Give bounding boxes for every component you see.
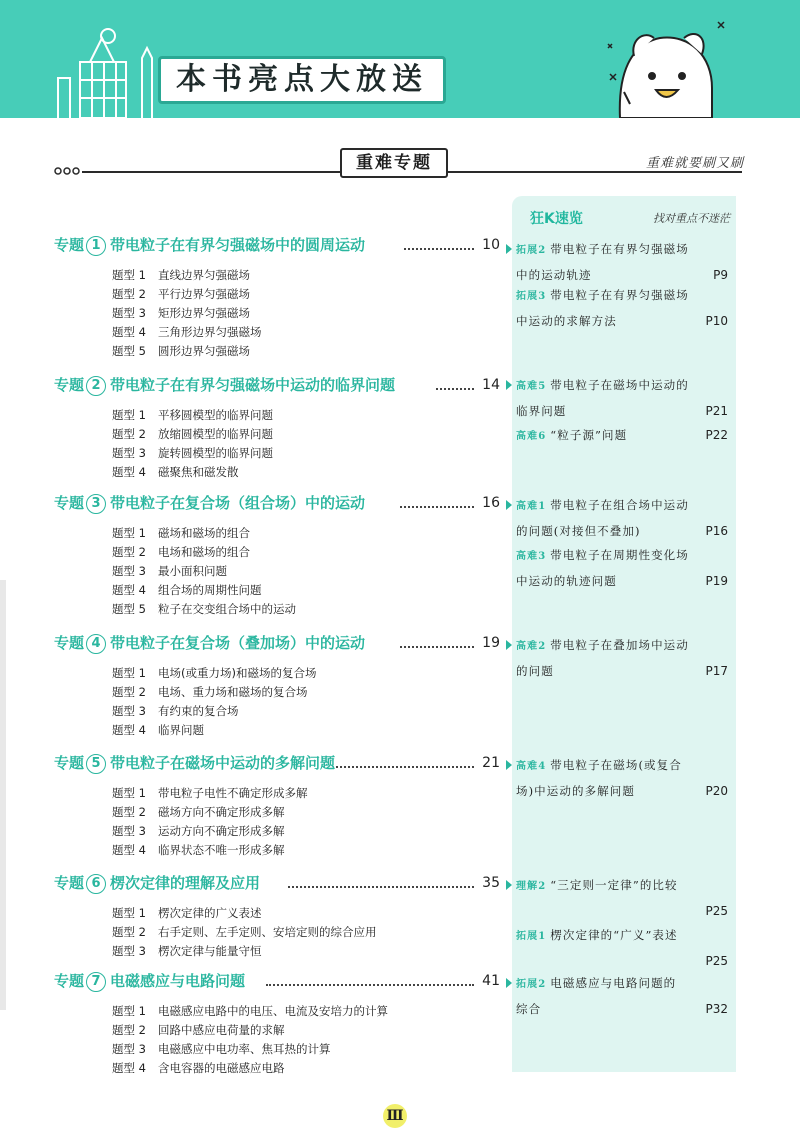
topic-label: 专题: [54, 874, 85, 892]
topic-page-number: 35: [482, 875, 500, 891]
side-entry-line1: 带电粒子在组合场中运动: [550, 498, 689, 512]
topic-number: 6: [86, 874, 106, 894]
question-type-label: 题型 1: [112, 408, 146, 422]
question-type-item[interactable]: [112, 841, 514, 860]
question-type-item[interactable]: [112, 266, 514, 285]
question-type-text: 平移圆模型的临界问题: [158, 408, 273, 422]
topic-heading: [54, 968, 245, 994]
question-type-label: 题型 2: [112, 925, 146, 939]
question-type-text: 放缩圆模型的临界问题: [158, 427, 273, 441]
question-type-text: 回路中感应电荷量的求解: [158, 1023, 285, 1037]
side-entry-page: P32: [705, 1002, 728, 1016]
question-type-item[interactable]: [112, 683, 514, 702]
topic-heading: [54, 630, 365, 656]
topic-number: 5: [86, 754, 106, 774]
side-entry-tag: 高难6: [516, 431, 547, 442]
question-type-label: 题型 1: [112, 268, 146, 282]
topic-4[interactable]: [54, 630, 514, 740]
question-type-label: 题型 4: [112, 583, 146, 597]
question-type-label: 题型 4: [112, 325, 146, 339]
question-type-text: 电场和磁场的组合: [158, 545, 250, 559]
question-type-label: 题型 1: [112, 1004, 146, 1018]
topic-3[interactable]: [54, 490, 514, 619]
header-banner: [0, 0, 800, 118]
side-entry-line1: “粒子源”问题: [550, 428, 628, 442]
question-type-text: 磁场和磁场的组合: [158, 526, 250, 540]
side-entry-line2: 的问题(对接但不叠加): [516, 524, 641, 538]
side-entry-line2: 的问题: [516, 664, 554, 678]
question-type-text: 有约束的复合场: [158, 704, 239, 718]
question-type-text: 平行边界匀强磁场: [158, 287, 250, 301]
banner-title-box: [158, 56, 446, 104]
side-entry-page: P21: [705, 404, 728, 418]
question-type-text: 电场、重力场和磁场的复合场: [158, 685, 308, 699]
topic-page-number: 41: [482, 973, 500, 989]
section-title: 重难专题: [356, 153, 432, 173]
side-entry-page: P25: [705, 954, 728, 968]
question-type-text: 临界问题: [158, 723, 204, 737]
side-entry[interactable]: [516, 422, 732, 448]
question-type-text: 临界状态不唯一形成多解: [158, 843, 285, 857]
question-type-item[interactable]: [112, 942, 514, 961]
question-type-text: 电磁感应电路中的电压、电流及安培力的计算: [158, 1004, 388, 1018]
question-type-item[interactable]: [112, 664, 514, 683]
side-entry[interactable]: [516, 632, 732, 684]
side-entry-page: P19: [705, 574, 728, 588]
question-type-label: 题型 2: [112, 805, 146, 819]
question-type-label: 题型 3: [112, 446, 146, 460]
topic-title: 电磁感应与电路问题: [110, 972, 246, 990]
side-entry-tag: 拓展2: [516, 979, 547, 990]
topic-heading: [54, 490, 365, 516]
question-type-text: 粒子在交变组合场中的运动: [158, 602, 296, 616]
side-entry[interactable]: [516, 372, 732, 424]
question-type-item[interactable]: [112, 406, 514, 425]
question-type-item[interactable]: [112, 323, 514, 342]
side-entry[interactable]: [516, 236, 732, 288]
topic-5[interactable]: [54, 750, 514, 860]
topic-header: [54, 372, 514, 398]
topic-number: 2: [86, 376, 106, 396]
side-entry-tag: 拓展2: [516, 245, 547, 256]
question-type-label: 题型 5: [112, 602, 146, 616]
side-entry-tag: 拓展1: [516, 931, 547, 942]
topic-6[interactable]: [54, 870, 514, 961]
topic-header: [54, 490, 514, 516]
section-title-box: [340, 148, 448, 178]
topic-number: 4: [86, 634, 106, 654]
question-type-item[interactable]: [112, 1002, 514, 1021]
side-entry-line2: 临界问题: [516, 404, 567, 418]
question-type-item[interactable]: [112, 1040, 514, 1059]
leader-dots: [336, 766, 474, 768]
question-type-label: 题型 2: [112, 427, 146, 441]
question-type-label: 题型 4: [112, 843, 146, 857]
topic-number: 7: [86, 972, 106, 992]
side-entry[interactable]: [516, 872, 732, 924]
topic-heading: [54, 870, 260, 896]
question-type-item[interactable]: [112, 1059, 514, 1078]
question-type-list: [112, 266, 514, 361]
question-type-label: 题型 2: [112, 1023, 146, 1037]
cartoon-character-icon: [600, 4, 730, 118]
question-type-label: 题型 3: [112, 306, 146, 320]
side-entry[interactable]: [516, 752, 732, 804]
topic-title: 带电粒子在磁场中运动的多解问题: [110, 754, 336, 772]
question-type-list: [112, 664, 514, 740]
topic-heading: [54, 232, 365, 258]
question-type-label: 题型 1: [112, 666, 146, 680]
question-type-label: 题型 2: [112, 545, 146, 559]
side-entry-tag: 高难1: [516, 501, 547, 512]
question-type-item[interactable]: [112, 562, 514, 581]
topic-title: 带电粒子在复合场（组合场）中的运动: [110, 494, 366, 512]
topic-label: 专题: [54, 972, 85, 990]
question-type-text: 楞次定律与能量守恒: [158, 944, 262, 958]
question-type-list: [112, 904, 514, 961]
question-type-text: 旋转圆模型的临界问题: [158, 446, 273, 460]
question-type-label: 题型 4: [112, 723, 146, 737]
leader-dots: [400, 506, 474, 508]
topic-title: 楞次定律的理解及应用: [110, 874, 261, 892]
side-entry[interactable]: [516, 922, 732, 974]
question-type-label: 题型 1: [112, 906, 146, 920]
quick-review-panel: [512, 196, 736, 1072]
question-type-item[interactable]: [112, 803, 514, 822]
section-header: [54, 148, 744, 182]
side-entry-line1: 带电粒子在磁场(或复合: [550, 758, 682, 772]
question-type-list: [112, 1002, 514, 1078]
question-type-text: 圆形边界匀强磁场: [158, 344, 250, 358]
question-type-item[interactable]: [112, 600, 514, 619]
side-entry-line1: 带电粒子在叠加场中运动: [550, 638, 689, 652]
question-type-label: 题型 1: [112, 786, 146, 800]
side-entry-line2: 中的运动轨迹: [516, 268, 592, 282]
question-type-text: 电磁感应中电功率、焦耳热的计算: [158, 1042, 331, 1056]
question-type-label: 题型 5: [112, 344, 146, 358]
topic-1[interactable]: [54, 232, 514, 361]
banner-title: 本书亮点大放送: [176, 62, 428, 97]
side-panel-header: [522, 206, 736, 232]
leader-dots: [436, 388, 474, 390]
side-entry[interactable]: [516, 970, 732, 1022]
question-type-label: 题型 3: [112, 824, 146, 838]
question-type-text: 带电粒子电性不确定形成多解: [158, 786, 308, 800]
lab-building-icon: [50, 18, 160, 118]
side-entry-line1: 楞次定律的“广义”表述: [550, 928, 678, 942]
topic-header: [54, 968, 514, 994]
question-type-list: [112, 784, 514, 860]
topic-title: 带电粒子在有界匀强磁场中运动的临界问题: [110, 376, 396, 394]
side-entry-page: P16: [705, 524, 728, 538]
topic-label: 专题: [54, 236, 85, 254]
side-panel-title: 狂K速览: [530, 211, 583, 227]
question-type-list: [112, 524, 514, 619]
topic-header: [54, 630, 514, 656]
question-type-label: 题型 3: [112, 1042, 146, 1056]
page-edge-shadow: [0, 580, 6, 1010]
question-type-list: [112, 406, 514, 482]
side-entry-tag: 高难4: [516, 761, 547, 772]
question-type-item[interactable]: [112, 581, 514, 600]
side-entry-line2: 中运动的轨迹问题: [516, 574, 617, 588]
side-entry-page: P17: [705, 664, 728, 678]
topic-label: 专题: [54, 376, 85, 394]
side-entry-line1: 电磁感应与电路问题的: [550, 976, 677, 990]
topic-heading: [54, 750, 335, 776]
side-entry-line2: 综合: [516, 1002, 542, 1016]
question-type-item[interactable]: [112, 463, 514, 482]
question-type-text: 三角形边界匀强磁场: [158, 325, 262, 339]
side-entry-tag: 高难2: [516, 641, 547, 652]
question-type-text: 含电容器的电磁感应电路: [158, 1061, 285, 1075]
question-type-item[interactable]: [112, 721, 514, 740]
question-type-text: 组合场的周期性问题: [158, 583, 262, 597]
topic-7[interactable]: [54, 968, 514, 1078]
side-entry-tag: 理解2: [516, 881, 547, 892]
topic-heading: [54, 372, 395, 398]
side-entry-page: P10: [705, 314, 728, 328]
side-panel-subtitle: 找对重点不迷茫: [653, 212, 730, 225]
leader-dots: [400, 646, 474, 648]
question-type-item[interactable]: [112, 444, 514, 463]
side-entry[interactable]: [516, 542, 732, 594]
question-type-item[interactable]: [112, 904, 514, 923]
side-entry-page: P9: [713, 268, 728, 282]
dots-icon: [54, 164, 82, 178]
question-type-text: 最小面积问题: [158, 564, 227, 578]
topic-page-number: 16: [482, 495, 500, 511]
topic-2[interactable]: [54, 372, 514, 482]
side-entry[interactable]: [516, 282, 732, 334]
question-type-item[interactable]: [112, 1021, 514, 1040]
page-number: Ⅲ: [383, 1104, 407, 1128]
question-type-label: 题型 4: [112, 465, 146, 479]
question-type-item[interactable]: [112, 702, 514, 721]
side-entry-line1: “三定则一定律”的比较: [550, 878, 678, 892]
question-type-text: 右手定则、左手定则、安培定则的综合应用: [158, 925, 377, 939]
side-entry-tag: 高难5: [516, 381, 547, 392]
side-entry-page: P20: [705, 784, 728, 798]
topic-header: [54, 750, 514, 776]
question-type-item[interactable]: [112, 923, 514, 942]
side-entry-tag: 拓展3: [516, 291, 547, 302]
side-entry-page: P25: [705, 904, 728, 918]
topic-header: [54, 870, 514, 896]
question-type-text: 运动方向不确定形成多解: [158, 824, 285, 838]
question-type-item[interactable]: [112, 425, 514, 444]
question-type-item[interactable]: [112, 543, 514, 562]
question-type-label: 题型 2: [112, 287, 146, 301]
leader-dots: [404, 248, 474, 250]
question-type-item[interactable]: [112, 784, 514, 803]
question-type-label: 题型 3: [112, 944, 146, 958]
side-entry-page: P22: [705, 428, 728, 442]
topic-page-number: 10: [482, 237, 500, 253]
side-entry-line1: 带电粒子在有界匀强磁场: [550, 288, 689, 302]
side-entry[interactable]: [516, 492, 732, 544]
side-entry-line2: 中运动的求解方法: [516, 314, 617, 328]
question-type-text: 矩形边界匀强磁场: [158, 306, 250, 320]
topic-title: 带电粒子在有界匀强磁场中的圆周运动: [110, 236, 366, 254]
topic-number: 3: [86, 494, 106, 514]
question-type-text: 楞次定律的广义表述: [158, 906, 262, 920]
question-type-label: 题型 4: [112, 1061, 146, 1075]
question-type-item[interactable]: [112, 822, 514, 841]
side-entry-line1: 带电粒子在磁场中运动的: [550, 378, 689, 392]
question-type-item[interactable]: [112, 304, 514, 323]
leader-dots: [266, 984, 474, 986]
question-type-text: 直线边界匀强磁场: [158, 268, 250, 282]
side-entry-line1: 带电粒子在有界匀强磁场: [550, 242, 689, 256]
topic-number: 1: [86, 236, 106, 256]
topic-header: [54, 232, 514, 258]
side-entry-tag: 高难3: [516, 551, 547, 562]
question-type-text: 磁聚焦和磁发散: [158, 465, 239, 479]
side-entry-line2: 场)中运动的多解问题: [516, 784, 635, 798]
topic-title: 带电粒子在复合场（叠加场）中的运动: [110, 634, 366, 652]
question-type-label: 题型 1: [112, 526, 146, 540]
question-type-item[interactable]: [112, 285, 514, 304]
topic-label: 专题: [54, 494, 85, 512]
leader-dots: [288, 886, 474, 888]
topic-page-number: 19: [482, 635, 500, 651]
question-type-item[interactable]: [112, 342, 514, 361]
question-type-label: 题型 2: [112, 685, 146, 699]
question-type-text: 电场(或重力场)和磁场的复合场: [158, 666, 317, 680]
section-slogan: 重难就要刷又刷: [645, 156, 744, 171]
question-type-item[interactable]: [112, 524, 514, 543]
side-entry-line1: 带电粒子在周期性变化场: [550, 548, 689, 562]
topic-label: 专题: [54, 754, 85, 772]
topic-page-number: 14: [482, 377, 500, 393]
question-type-label: 题型 3: [112, 704, 146, 718]
topic-label: 专题: [54, 634, 85, 652]
question-type-text: 磁场方向不确定形成多解: [158, 805, 285, 819]
topic-page-number: 21: [482, 755, 500, 771]
question-type-label: 题型 3: [112, 564, 146, 578]
